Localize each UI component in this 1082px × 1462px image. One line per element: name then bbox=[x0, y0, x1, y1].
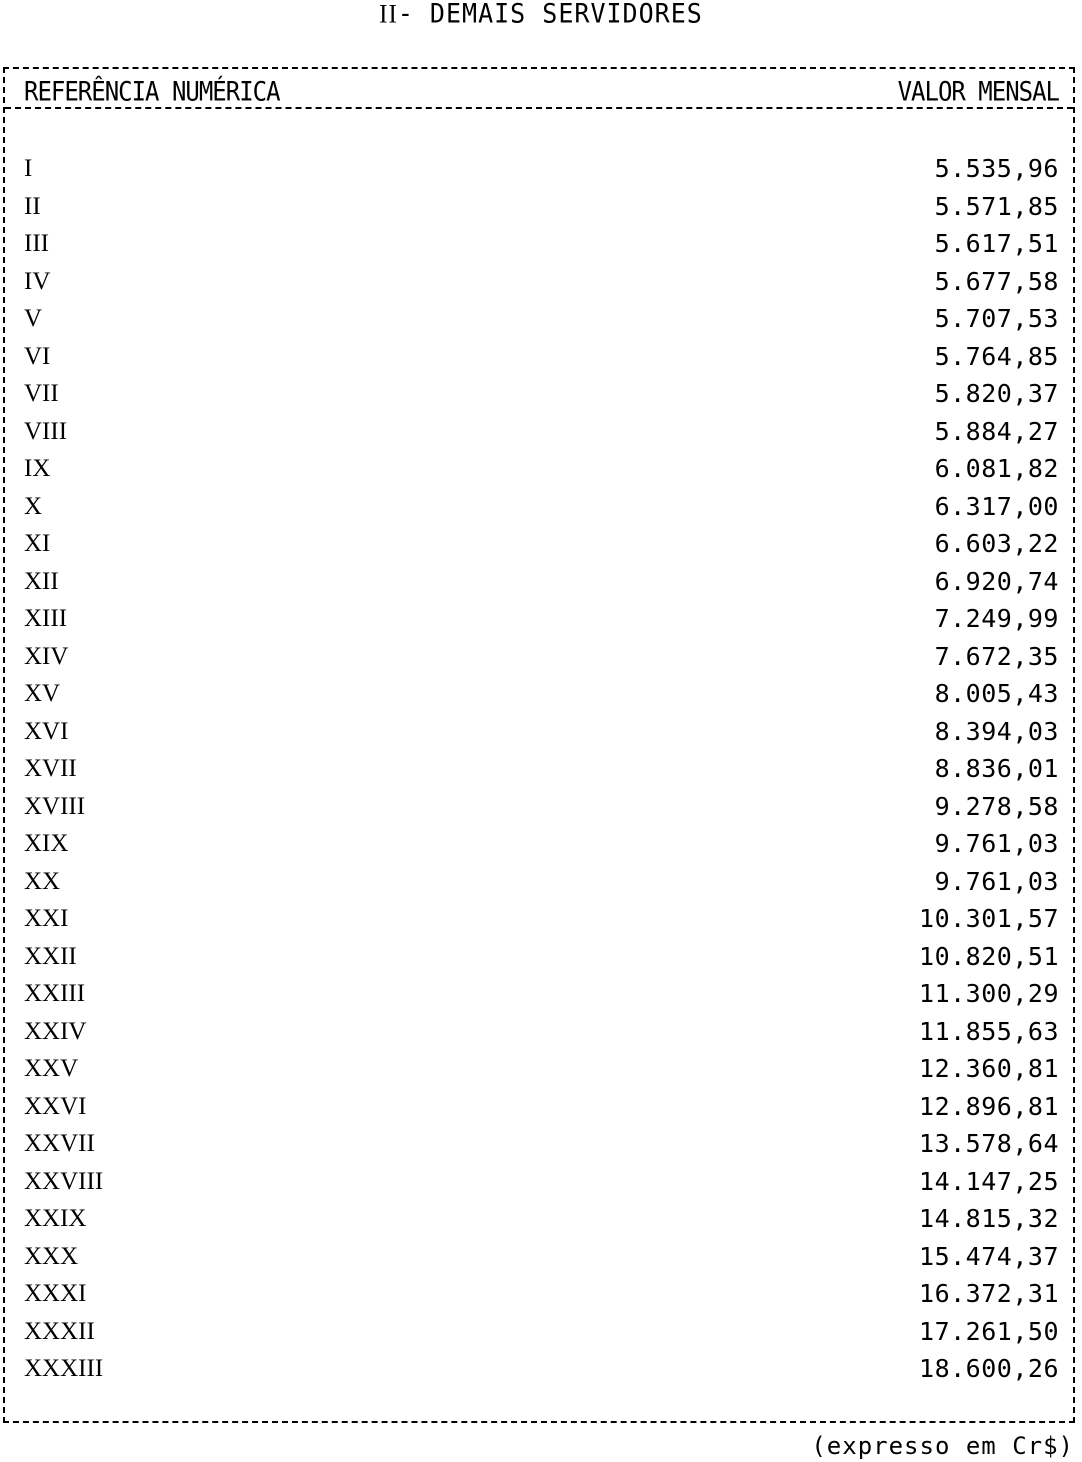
table-row bbox=[5, 713, 1073, 751]
reference-cell: XXX bbox=[24, 1242, 79, 1270]
table-row bbox=[5, 1013, 1073, 1051]
value-cell: 17.261,50 bbox=[919, 1316, 1059, 1346]
page-title bbox=[0, 0, 1082, 30]
reference-cell: XXIII bbox=[24, 980, 86, 1007]
title-text: - DEMAIS SERVIDORES bbox=[397, 0, 703, 29]
value-cell: 8.394,03 bbox=[934, 716, 1059, 746]
value-cell: 12.896,81 bbox=[919, 1091, 1059, 1121]
title-numeral: II bbox=[379, 0, 398, 29]
table-row bbox=[5, 300, 1073, 338]
table-row bbox=[5, 975, 1073, 1013]
table-body bbox=[5, 150, 1073, 1388]
table-row bbox=[5, 1350, 1073, 1388]
value-cell: 7.249,99 bbox=[934, 604, 1059, 633]
table-row bbox=[5, 788, 1073, 826]
table-row bbox=[5, 563, 1073, 601]
value-cell: 7.672,35 bbox=[934, 641, 1059, 671]
reference-cell: II bbox=[24, 192, 41, 220]
value-cell: 12.360,81 bbox=[919, 1054, 1059, 1083]
reference-cell: X bbox=[24, 492, 43, 520]
value-cell: 16.372,31 bbox=[919, 1279, 1059, 1308]
table-row bbox=[5, 863, 1073, 901]
value-cell: 5.884,27 bbox=[934, 416, 1059, 446]
reference-cell: V bbox=[24, 305, 43, 332]
reference-cell: XVIII bbox=[24, 792, 86, 820]
value-cell: 8.005,43 bbox=[934, 679, 1059, 708]
salary-table bbox=[3, 67, 1075, 1423]
value-cell: 6.920,74 bbox=[934, 566, 1059, 596]
table-row bbox=[5, 225, 1073, 263]
currency-footnote: (expresso em Cr$) bbox=[811, 1432, 1074, 1460]
value-cell: 6.603,22 bbox=[934, 529, 1059, 558]
reference-cell: XXXIII bbox=[24, 1355, 104, 1382]
reference-cell: XXIX bbox=[24, 1205, 87, 1232]
table-row bbox=[5, 450, 1073, 488]
table-row bbox=[5, 188, 1073, 226]
table-row bbox=[5, 413, 1073, 451]
value-cell: 5.677,58 bbox=[934, 266, 1059, 296]
value-cell: 6.081,82 bbox=[934, 454, 1059, 483]
reference-cell: XXIV bbox=[24, 1017, 87, 1045]
table-row bbox=[5, 1313, 1073, 1351]
value-cell: 11.300,29 bbox=[919, 979, 1059, 1008]
value-cell: 11.855,63 bbox=[919, 1016, 1059, 1046]
value-cell: 5.820,37 bbox=[934, 379, 1059, 408]
reference-cell: XII bbox=[24, 567, 59, 595]
value-cell: 10.301,57 bbox=[919, 904, 1059, 933]
table-row bbox=[5, 1050, 1073, 1088]
reference-cell: VII bbox=[24, 380, 59, 407]
table-row bbox=[5, 1200, 1073, 1238]
table-row bbox=[5, 825, 1073, 863]
reference-cell: IX bbox=[24, 455, 51, 482]
table-row bbox=[5, 750, 1073, 788]
table-row bbox=[5, 150, 1073, 188]
reference-cell: III bbox=[24, 230, 49, 257]
reference-cell: XXVIII bbox=[24, 1167, 104, 1195]
reference-cell: XVI bbox=[24, 717, 69, 745]
table-row bbox=[5, 1275, 1073, 1313]
value-cell: 13.578,64 bbox=[919, 1129, 1059, 1158]
reference-cell: XIII bbox=[24, 605, 68, 632]
table-row bbox=[5, 638, 1073, 676]
reference-cell: XIV bbox=[24, 642, 69, 670]
table-row bbox=[5, 600, 1073, 638]
table-row bbox=[5, 525, 1073, 563]
table-row bbox=[5, 1238, 1073, 1276]
value-cell: 14.147,25 bbox=[919, 1166, 1059, 1196]
table-row bbox=[5, 1125, 1073, 1163]
table-row bbox=[5, 375, 1073, 413]
value-cell: 10.820,51 bbox=[919, 941, 1059, 971]
value-cell: 5.571,85 bbox=[934, 191, 1059, 221]
value-cell: 9.278,58 bbox=[934, 791, 1059, 821]
reference-cell: VIII bbox=[24, 417, 68, 445]
reference-cell: XXI bbox=[24, 905, 69, 932]
column-header-reference: REFERÊNCIA NUMÉRICA bbox=[24, 76, 280, 107]
reference-cell: IV bbox=[24, 267, 51, 295]
value-cell: 5.707,53 bbox=[934, 304, 1059, 333]
value-cell: 9.761,03 bbox=[934, 866, 1059, 896]
table-row bbox=[5, 1163, 1073, 1201]
table-row bbox=[5, 938, 1073, 976]
reference-cell: XXXII bbox=[24, 1317, 95, 1345]
reference-cell: XIX bbox=[24, 830, 69, 857]
table-row bbox=[5, 338, 1073, 376]
reference-cell: XVII bbox=[24, 755, 77, 782]
reference-cell: XXVI bbox=[24, 1092, 87, 1120]
table-row bbox=[5, 675, 1073, 713]
value-cell: 8.836,01 bbox=[934, 754, 1059, 783]
reference-cell: VI bbox=[24, 342, 51, 370]
reference-cell: XV bbox=[24, 680, 61, 707]
value-cell: 5.617,51 bbox=[934, 229, 1059, 258]
reference-cell: XI bbox=[24, 530, 51, 557]
table-row bbox=[5, 488, 1073, 526]
value-cell: 15.474,37 bbox=[919, 1241, 1059, 1271]
table-row bbox=[5, 263, 1073, 301]
value-cell: 9.761,03 bbox=[934, 829, 1059, 858]
value-cell: 5.535,96 bbox=[934, 154, 1059, 183]
table-row bbox=[5, 900, 1073, 938]
value-cell: 6.317,00 bbox=[934, 491, 1059, 521]
column-header-value: VALOR MENSAL bbox=[897, 76, 1059, 107]
value-cell: 14.815,32 bbox=[919, 1204, 1059, 1233]
header-divider bbox=[5, 107, 1073, 109]
reference-cell: XXV bbox=[24, 1055, 79, 1082]
reference-cell: XXVII bbox=[24, 1130, 95, 1157]
reference-cell: XX bbox=[24, 867, 61, 895]
value-cell: 18.600,26 bbox=[919, 1354, 1059, 1383]
table-row bbox=[5, 1088, 1073, 1126]
reference-cell: XXXI bbox=[24, 1280, 87, 1307]
value-cell: 5.764,85 bbox=[934, 341, 1059, 371]
reference-cell: XXII bbox=[24, 942, 77, 970]
reference-cell: I bbox=[24, 155, 33, 182]
